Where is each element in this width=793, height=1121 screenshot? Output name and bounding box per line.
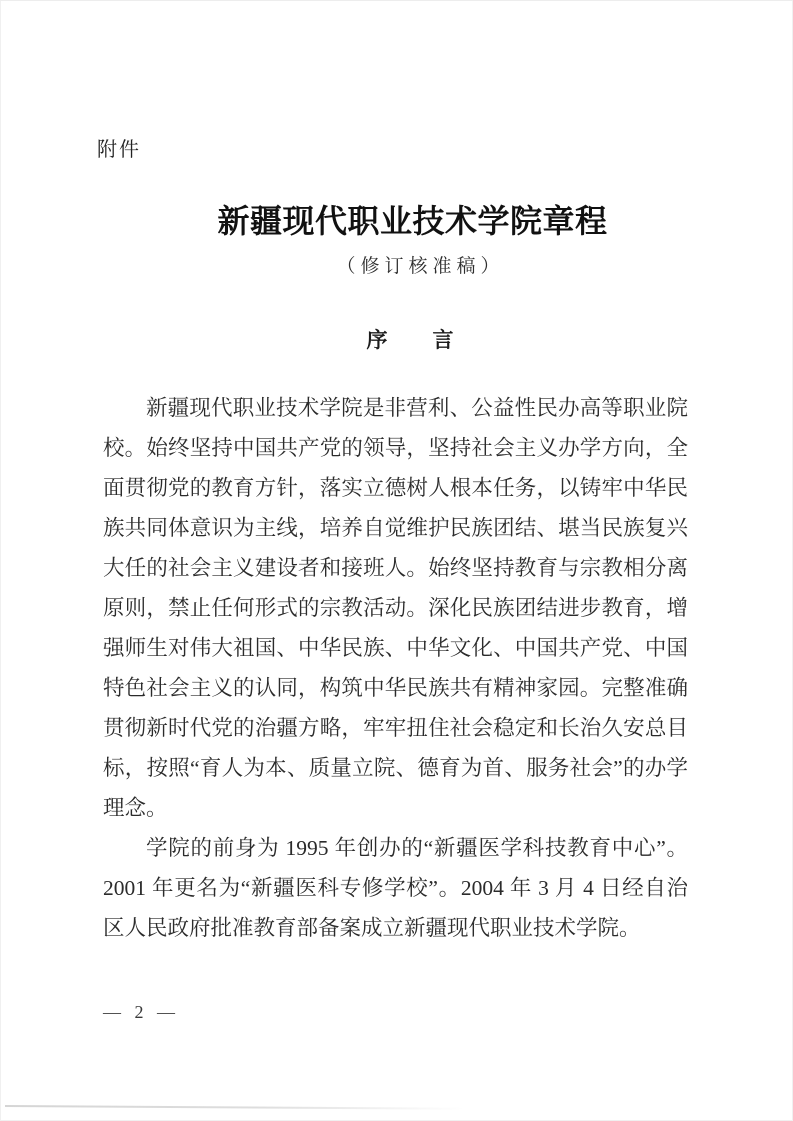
document-title: 新疆现代职业技术学院章程 (217, 203, 608, 239)
section-heading-preface: 序 言 (366, 328, 455, 352)
scan-artifact-line (5, 1105, 465, 1110)
subtitle-row (24, 251, 793, 278)
title-row (16, 196, 793, 242)
document-body (103, 388, 688, 948)
attachment-label: 附件 (97, 139, 141, 161)
scan-edge-top (0, 0, 793, 1)
section-row (14, 324, 793, 354)
body-paragraph-2: 学院的前身为 1995 年创办的“新疆医学科技教育中心”。2001 年更名为“新疆医科专修学校”。2004 年 3 月 4 日经自治区人民政府批准教育部备案成立新疆现代职业技术学院。 (103, 836, 688, 940)
document-subtitle: （修订核准稿） (336, 256, 505, 277)
body-paragraph-1: 新疆现代职业技术学院是非营利、公益性民办高等职业院校。始终坚持中国共产党的领导，坚持社会主义办学方向，全面贯彻党的教育方针，落实立德树人根本任务，以铸牢中华民族共同体意识为主线，培养自觉维护民族团结、堪当民族复兴大任的社会主义建设者和接班人。始终坚持教育与宗教相分离原则，禁止任何形式的宗教活动。深化民族团结进步教育，增强师生对伟大祖国、中华民族、中华文化、中国共产党、中国特色社会主义的认同，构筑中华民族共有精神家园。完整准确贯彻新时代党的治疆方略，牢牢扭住社会稳定和长治久安总目标，按照“育人为本、质量立院、德育为首、服务社会”的办学理念。 (103, 396, 688, 820)
page-number: — 2 — (103, 1002, 178, 1022)
